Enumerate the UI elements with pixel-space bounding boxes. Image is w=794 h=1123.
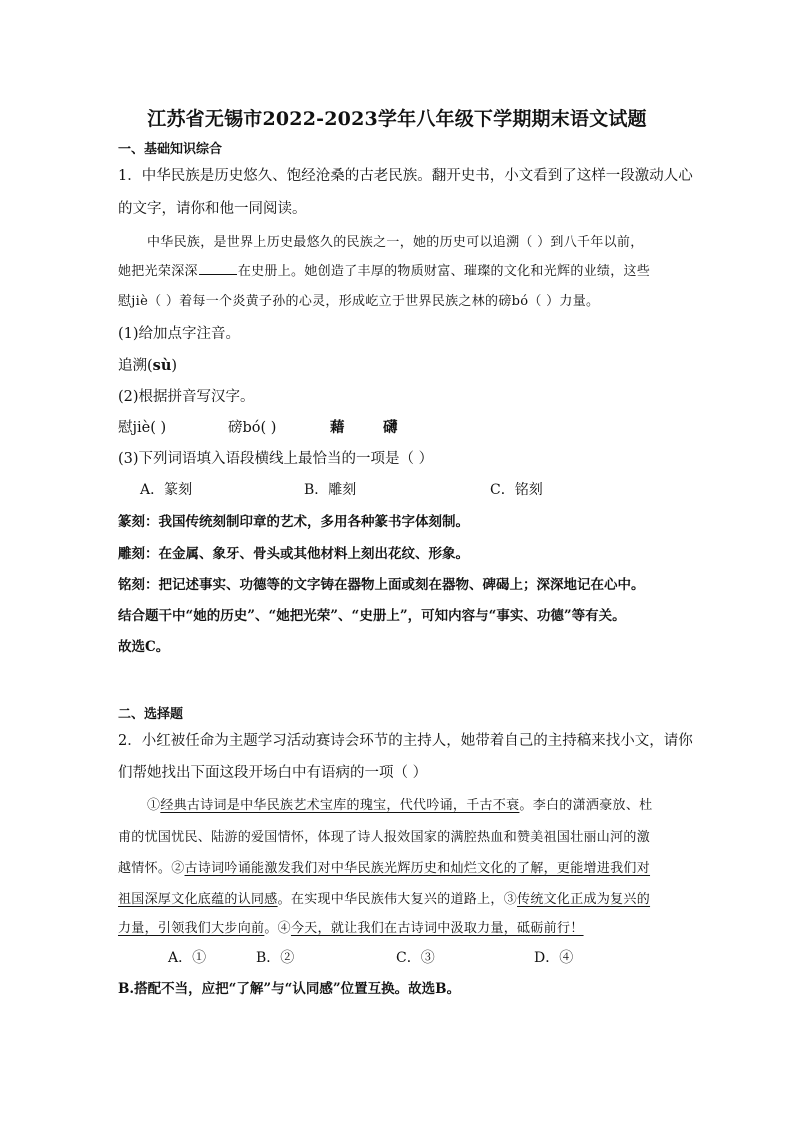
q2-option-d: D．④ [534,950,574,966]
q2-passage-line3 [118,857,650,876]
q1-sub1-answer [118,354,177,375]
q2-passage-line2: 甫的忧国忧民、陆游的爱国情怀，体现了诗人报效国家的满腔热血和赞美祖国壮丽山河的激 [118,830,651,845]
q1-sub2-prompt-b: 磅bó( ) [228,420,277,436]
sentence-text: 。 [264,921,278,936]
explanation-term: 篆刻 [118,514,145,530]
q1-passage-line2 [118,260,650,279]
q1-passage-line2-a: 她把光荣深深 [118,264,198,279]
q1-passage-line2-b: 在史册上。她创造了丰厚的物质财富、璀璨的文化和光辉的业绩，这些 [237,264,651,279]
q1-stem-line2: 的文字，请你和他一同阅读。 [118,201,307,217]
sentence-number: ④ [277,921,291,936]
q1-explanation-1 [118,510,469,530]
q1-option-b: B．雕刻 [304,482,357,498]
explanation-text: ：在金属、象牙、骨头或其他材料上刻出花纹、形象。 [145,546,469,562]
q2-option-b: B．② [256,950,295,966]
sentence-number: ① [147,798,161,813]
sentence-underlined: 祖国深厚文化底蕴的认同感 [118,892,278,907]
q1-explanation-2 [118,542,469,562]
explanation-text: ：我国传统刻制印章的艺术，多用各种篆书字体刻制。 [145,514,469,530]
sentence-text: 越情怀。 [118,861,172,876]
explanation-term: 铭刻 [118,577,145,593]
q1-answer: 故选C。 [118,639,170,655]
sentence-text: 。在实现中华民族伟大复兴的道路上， [277,892,504,907]
sentence-number: ③ [503,892,518,907]
q1-passage-line3: 慰jiè（ ）着每一个炎黄子孙的心灵，形成屹立于世界民族之林的磅bó（ ）力量。 [118,294,600,309]
q2-stem-line2: 们帮她找出下面这段开场白中有语病的一项（ ） [118,765,428,781]
q2-passage-line4 [118,888,650,907]
q1-stem-line1: 1．中华民族是历史悠久、饱经沧桑的古老民族。翻开史书，小文看到了这样一段激动人心 [118,168,693,184]
q1-explanation-4: 结合题干中“她的历史”、“她把光荣”、“史册上”，可知内容与“事实、功德”等有关。 [118,608,626,624]
page-title: 江苏省无锡市2022-2023学年八年级下学期期末语文试题 [147,108,647,130]
q1-option-a: A．篆刻 [140,482,193,498]
q2-option-a: A．① [168,950,207,966]
q2-answer: B.搭配不当，应把“了解”与“认同感”位置互换。故选B。 [118,981,461,997]
fill-blank [199,261,237,275]
explanation-term: 雕刻 [118,546,145,562]
q1-option-c: C．铭刻 [490,482,543,498]
sentence-underlined: 古诗词吟诵能激发我们对中华民族光辉历史和灿烂文化的了解，更能增进我们对 [184,861,651,876]
sentence-text: 。李白的潇洒豪放、杜 [519,798,653,813]
section-heading-2: 二、选择题 [118,707,184,722]
q1-passage-line1: 中华民族，是世界上历史最悠久的民族之一，她的历史可以追溯（ ）到八千年以前， [147,235,644,250]
explanation-text: ：把记述事实、功德等的文字铸在器物上面或刻在器物、碑碣上；深深地记在心中。 [145,577,645,593]
q2-passage-line5 [118,917,584,936]
q2-passage-line1 [147,794,652,813]
q1-sub2-answer-1: 藉 [330,419,345,436]
sentence-underlined: 力量，引领我们大步向前 [118,921,265,936]
q2-option-c: C．③ [396,950,435,966]
sentence-underlined: 今天，就让我们在古诗词中汲取力量，砥砺前行！ [290,921,584,936]
q1-sub2-prompt-a: 慰jiè( ) [118,420,167,436]
q1-sub2: (2)根据拼音写汉字。 [118,389,255,405]
q1-explanation-3 [118,573,645,593]
sub1-answer-prefix: 追溯( [118,358,153,374]
sub1-answer-pinyin: sù [152,357,172,374]
sentence-underlined: 经典古诗词是中华民族艺术宝库的瑰宝，代代吟诵，千古不衰 [160,798,520,813]
sub1-answer-suffix: ) [171,358,178,374]
sentence-underlined: 传统文化正成为复兴的 [517,892,651,907]
q2-stem-line1: 2．小红被任命为主题学习活动赛诗会环节的主持人，她带着自己的主持稿来找小文，请你 [118,733,693,749]
sentence-number: ② [171,861,185,876]
q1-sub3: (3)下列词语填入语段横线上最恰当的一项是（ ） [118,451,434,467]
section-heading-1: 一、基础知识综合 [118,142,223,157]
q1-sub2-answer-2: 礴 [383,419,398,436]
q1-sub1: (1)给加点字注音。 [118,326,241,342]
